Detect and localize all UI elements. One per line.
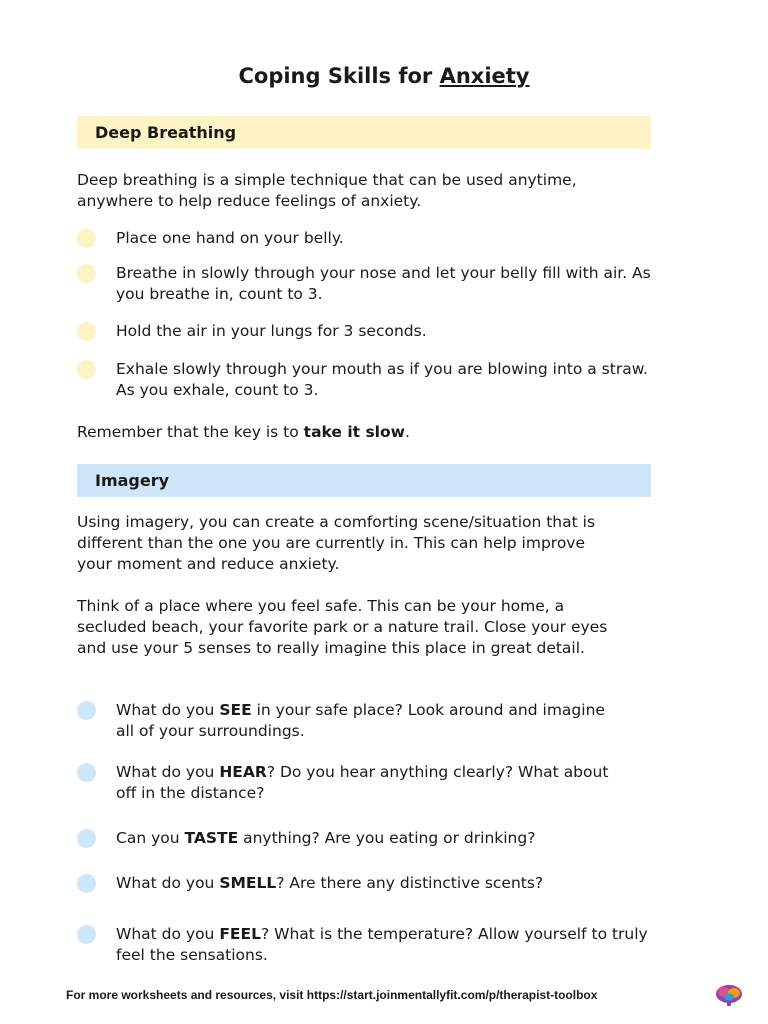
title-underlined-word: Anxiety [439, 64, 530, 88]
bullet-icon [77, 829, 96, 848]
bullet-icon [77, 701, 96, 720]
bullet-icon [77, 874, 96, 893]
bullet-icon [77, 360, 96, 379]
footer-link[interactable]: For more worksheets and resources, visit https://start.joinmentallyfit.com/p/therapist-toolbox [66, 988, 598, 1002]
bullet-icon [77, 322, 96, 341]
bullet-icon [77, 763, 96, 782]
deep-breathing-heading: Deep Breathing [77, 116, 651, 149]
bullet-icon [77, 264, 96, 283]
bullet-icon [77, 229, 96, 248]
imagery-intro: Using imagery, you can create a comforting scene/situation that is different than the one you are currently in. This can help improve your moment and reduce anxiety. [77, 513, 596, 573]
deep-breathing-reminder: Remember that the key is to take it slow. [77, 423, 410, 441]
bullet-icon [77, 925, 96, 944]
brain-icon [714, 982, 744, 1008]
page-title: Coping Skills for Anxiety [238, 64, 530, 88]
imagery-heading: Imagery [77, 464, 651, 497]
deep-breathing-intro: Deep breathing is a simple technique that can be used anytime, anywhere to help reduce feelings of anxiety. [77, 171, 577, 210]
imagery-instruction: Think of a place where you feel safe. This can be your home, a secluded beach, your favorite park or a nature trail. Close your eyes and use your 5 senses to really imagine this place in great detail. [77, 597, 608, 657]
